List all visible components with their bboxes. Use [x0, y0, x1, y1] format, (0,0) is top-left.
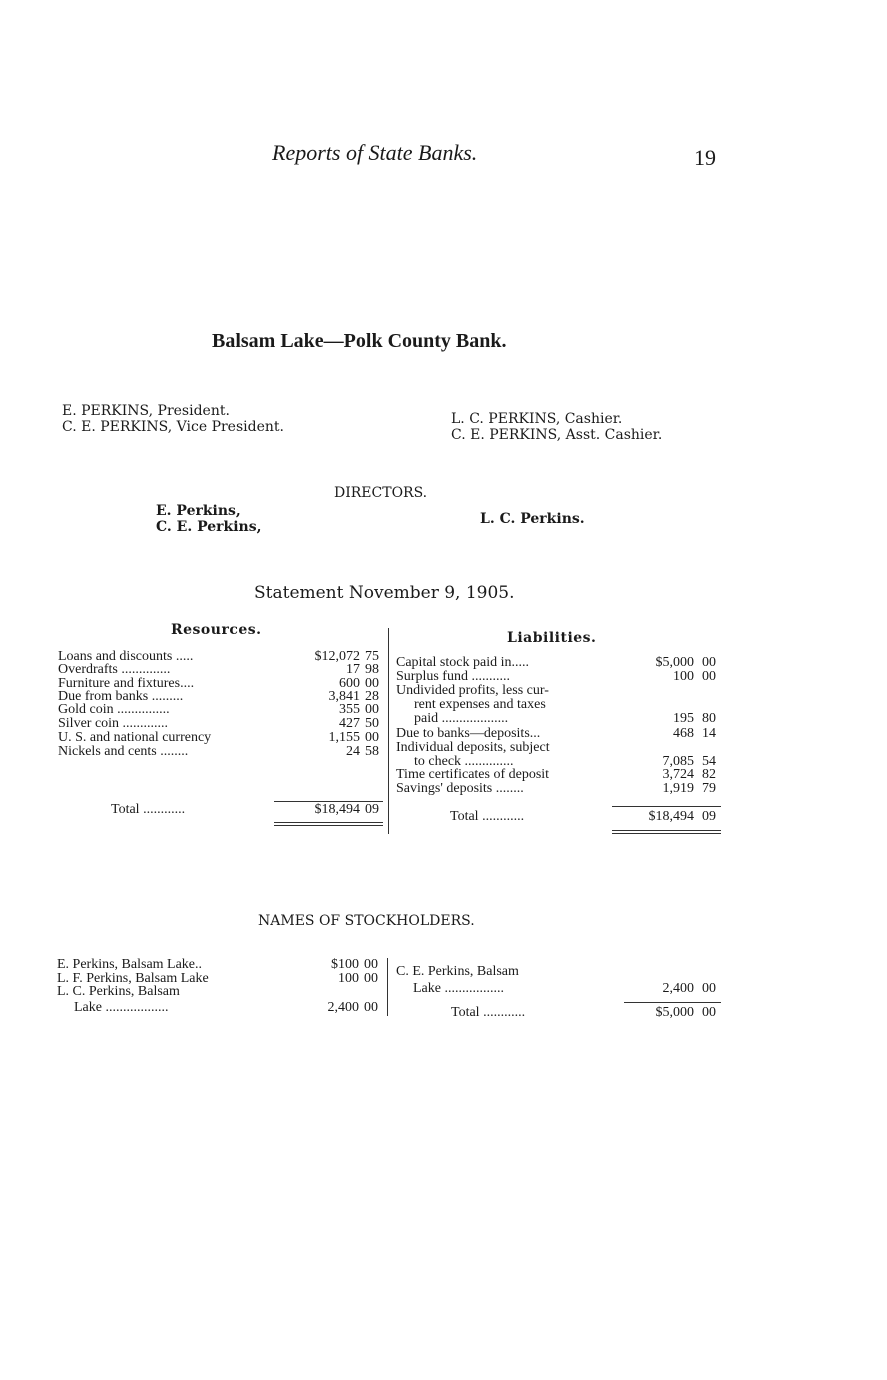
row-label: Loans and discounts .....	[58, 649, 194, 664]
row-label: L. F. Perkins, Balsam Lake	[57, 971, 209, 986]
row-cents: 54	[702, 754, 716, 769]
row-label: U. S. and national currency	[58, 730, 212, 745]
stockholders-heading: NAMES OF STOCKHOLDERS.	[258, 913, 475, 929]
resources-row	[58, 703, 388, 717]
resources-heading: Resources.	[171, 622, 262, 638]
row-label: Capital stock paid in.....	[396, 655, 529, 670]
total-dollars: $18,494	[648, 809, 694, 824]
row-label: Savings' deposits ........	[396, 781, 524, 796]
row-label: Lake .................	[413, 981, 504, 996]
row-label: Lake ..................	[74, 1000, 169, 1015]
resources-row	[58, 717, 388, 731]
row-cents: 00	[702, 981, 716, 996]
row-dollars: 17	[346, 662, 360, 677]
row-cents: 79	[702, 781, 716, 796]
resources-total-double-rule	[274, 822, 383, 826]
row-dollars: $12,072	[314, 649, 360, 664]
liabilities-row	[396, 768, 726, 782]
row-dollars: 468	[673, 726, 694, 741]
row-cents: 98	[365, 662, 379, 677]
liabilities-total-row	[450, 810, 726, 824]
officer-cashier: L. C. PERKINS, Cashier.	[451, 411, 623, 427]
row-label: Overdrafts ..............	[58, 662, 171, 677]
director-name: E. Perkins,	[156, 503, 241, 519]
row-cents: 80	[702, 711, 716, 726]
row-cents: 00	[365, 676, 379, 691]
resources-row	[58, 745, 388, 759]
total-label: Total ............	[451, 1005, 526, 1020]
total-label: Total ............	[450, 809, 525, 824]
row-label: L. C. Perkins, Balsam	[57, 984, 180, 999]
directors-heading: DIRECTORS.	[334, 485, 428, 501]
row-label: Nickels and cents ........	[58, 744, 189, 759]
row-dollars: 24	[346, 744, 360, 759]
liabilities-row	[396, 656, 726, 670]
row-dollars: 2,400	[327, 1000, 359, 1015]
row-label: Furniture and fixtures....	[58, 676, 195, 691]
row-label: Individual deposits, subject	[396, 740, 550, 755]
row-label: E. Perkins, Balsam Lake..	[57, 957, 203, 972]
row-cents: 00	[364, 1000, 378, 1015]
stockholder-row	[57, 958, 387, 972]
statement-date: Statement November 9, 1905.	[254, 583, 515, 603]
director-name: L. C. Perkins.	[480, 511, 585, 527]
total-cents: 09	[365, 802, 379, 817]
liabilities-total-rule	[612, 806, 721, 807]
row-cents: 50	[365, 716, 379, 731]
row-dollars: $100	[331, 957, 359, 972]
liabilities-row	[396, 670, 726, 684]
total-cents: 00	[702, 1005, 716, 1020]
officer-vice-president: C. E. PERKINS, Vice President.	[62, 419, 284, 435]
row-dollars: 355	[339, 702, 360, 717]
row-dollars: 7,085	[662, 754, 694, 769]
row-label: Time certificates of deposit	[396, 767, 550, 782]
stockholder-row	[396, 982, 726, 996]
row-label: Surplus fund ...........	[396, 669, 510, 684]
stockholders-total-row	[451, 1006, 726, 1020]
row-cents: 58	[365, 744, 379, 759]
total-label: Total ............	[111, 802, 186, 817]
row-label: Gold coin ...............	[58, 702, 170, 717]
liabilities-heading: Liabilities.	[507, 630, 597, 646]
liabilities-total-double-rule	[612, 830, 721, 834]
row-dollars: 100	[338, 971, 359, 986]
bank-name-heading: Balsam Lake—Polk County Bank.	[212, 330, 507, 352]
officer-president: E. PERKINS, President.	[62, 403, 230, 419]
row-cents: 14	[702, 726, 716, 741]
row-cents: 00	[364, 957, 378, 972]
row-cents: 00	[364, 971, 378, 986]
row-label: C. E. Perkins, Balsam	[396, 964, 519, 979]
row-dollars: 600	[339, 676, 360, 691]
row-label: paid ...................	[414, 711, 509, 726]
row-label: to check ..............	[414, 754, 514, 769]
row-dollars: 1,155	[328, 730, 360, 745]
liabilities-row	[396, 684, 726, 698]
liabilities-row	[396, 712, 726, 726]
stockholder-row	[57, 1001, 387, 1015]
officers-right	[451, 411, 662, 443]
row-dollars: 3,724	[662, 767, 694, 782]
page-number: 19	[694, 145, 716, 170]
row-label: Due to banks—deposits...	[396, 726, 541, 741]
row-label: Undivided profits, less cur-	[396, 683, 549, 698]
row-cents: 75	[365, 649, 379, 664]
row-dollars: $5,000	[655, 655, 694, 670]
officers-left	[62, 403, 284, 435]
director-name: C. E. Perkins,	[156, 519, 262, 535]
stockholder-row	[396, 965, 726, 979]
stockholders-total-rule	[624, 1002, 721, 1003]
officer-asst-cashier: C. E. PERKINS, Asst. Cashier.	[451, 427, 663, 443]
row-cents: 28	[365, 689, 379, 704]
directors-left	[156, 503, 261, 535]
row-dollars: 100	[673, 669, 694, 684]
total-dollars: $18,494	[314, 802, 360, 817]
stockholder-row	[57, 985, 387, 999]
total-cents: 09	[702, 809, 716, 824]
running-header-title: Reports of State Banks.	[272, 140, 478, 165]
row-label: Silver coin .............	[58, 716, 169, 731]
row-dollars: 3,841	[328, 689, 360, 704]
row-cents: 00	[365, 702, 379, 717]
row-cents: 00	[702, 655, 716, 670]
resources-row	[58, 731, 388, 745]
stockholders-column-divider	[387, 958, 388, 1016]
row-dollars: 1,919	[662, 781, 694, 796]
row-dollars: 2,400	[662, 981, 694, 996]
row-cents: 82	[702, 767, 716, 782]
row-label: rent expenses and taxes	[414, 697, 546, 712]
row-cents: 00	[702, 669, 716, 684]
liabilities-row	[396, 741, 726, 755]
resources-row	[58, 663, 388, 677]
row-label: Due from banks .........	[58, 689, 184, 704]
statement-column-divider	[388, 628, 389, 834]
liabilities-row	[396, 698, 726, 712]
row-dollars: 195	[673, 711, 694, 726]
liabilities-row	[396, 782, 726, 796]
total-dollars: $5,000	[655, 1005, 694, 1020]
resources-total-row	[111, 803, 388, 817]
row-dollars: 427	[339, 716, 360, 731]
row-cents: 00	[365, 730, 379, 745]
liabilities-row	[396, 727, 726, 741]
directors-right	[480, 511, 585, 527]
